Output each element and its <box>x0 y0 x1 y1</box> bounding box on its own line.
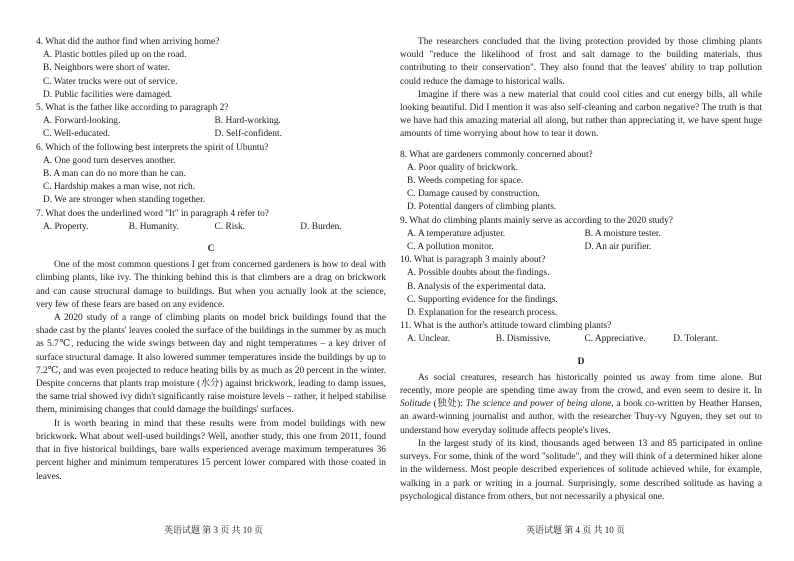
passage-d-paragraph-1 <box>400 372 762 438</box>
question-5-options-row-2 <box>36 128 386 141</box>
book-title-part-1: Solitude <box>400 399 431 410</box>
question-4-option-c: C. Water trucks were out of service. <box>43 76 178 87</box>
question-10-option-a: A. Possible doubts about the findings. <box>407 268 550 279</box>
question-8-stem: 8. What are gardeners commonly concerned about? <box>400 149 593 160</box>
question-5-stem: 5. What is the father like according to paragraph 2? <box>36 103 229 114</box>
section-d-heading: D <box>577 356 585 367</box>
question-10-option-d: D. Explanation for the research process. <box>407 308 558 319</box>
question-11-options <box>400 333 762 346</box>
question-7-option-c: C. Risk. <box>214 221 245 232</box>
question-6-option-d: D. We are stronger when standing together. <box>43 195 206 206</box>
question-6-option-b: B. A man can do no more than he can. <box>43 169 186 180</box>
question-8-option-b: B. Weeds competing for space. <box>407 176 524 187</box>
question-8-option-a: A. Poor quality of brickwork. <box>407 162 518 173</box>
question-4-option-d: D. Public facilities were damaged. <box>43 89 173 100</box>
question-7-option-b: B. Humanity. <box>128 221 179 232</box>
question-9-options-row-2 <box>400 241 762 254</box>
question-9-options-row-1 <box>400 228 762 241</box>
passage-d-p1-middle: (独处): <box>430 399 466 410</box>
question-11-option-c: C. Appreciative. <box>584 334 646 345</box>
question-7-option-d: D. Burden. <box>300 221 342 232</box>
question-11-option-b: B. Dismissive. <box>495 334 551 345</box>
question-10-option-c: C. Supporting evidence for the findings. <box>407 294 558 305</box>
passage-c-paragraph-2: A 2020 study of a range of climbing plants on model brick buildings found that the shade cast by the plants' leaves cooled the surface of the buildings in the summer by as much as 5.7℃, reducing the wide swings between day and night temperatures – a key driver of surface structural damage. It also lowered summer temperatures inside the buildings by up to 7.2℃, and was even projected to reduce heating bills by as much as 20 percent in the winter. Despite concerns that plants trap moisture (水分) against brickwork, leading to damp issues, the same trial showed ivy didn't significantly raise moisture levels – rather, it helped stabilise them, minimising changes that could damage the buildings' surfaces. <box>36 313 386 416</box>
question-9-option-d: D. An air purifier. <box>584 242 652 253</box>
section-c-heading: C <box>207 244 215 255</box>
passage-d-p1-after: , a book co-written by Heather Hansen, an award-winning journalist and author, with the researcher Thuy-vy Nguyen, they set out to understand how everyday solitude affects people's lives. <box>400 399 762 436</box>
question-7-option-a: A. Property. <box>43 221 89 232</box>
left-column <box>36 36 386 484</box>
question-5-option-b: B. Hard-working. <box>214 116 281 127</box>
question-7-options <box>36 221 386 234</box>
passage-c-paragraph-5: Imagine if there was a new material that could cool cities and cut energy bills, all while looking beautiful. Did I mention it was also self-cleaning and carbon negative? The truth is that we have had this amazing material all along, but rather than appreciating it, we have spent huge amounts of time worrying about how to tear it down. <box>400 89 762 140</box>
question-5-option-d: D. Self-confident. <box>214 129 282 140</box>
passage-c-paragraph-3: It is worth bearing in mind that these results were from model buildings with new brickwork. What about well-used buildings? Well, another study, this one from 2011, found that in five historical buildings, bare walls experienced average maximum temperatures 36 percent higher and minimum temperatures 15 percent lower compared with those coated in leaves. <box>36 418 386 482</box>
passage-c-paragraph-4: The researchers concluded that the living protection provided by those climbing plants would "reduce the likelihood of frost and salt damage to the building materials, thus contributing to their conservation". They also found that the leaves' ability to trap pollution could reduce the damage to historical walls. <box>400 37 762 87</box>
passage-d-p1-before: As social creatures, research has historically pointed us away from time alone. But recently, more people are spending time away from the crowd, and even seem to desire it. In <box>400 372 762 397</box>
question-11-option-d: D. Tolerant. <box>673 334 718 345</box>
question-9-stem: 9. What do climbing plants mainly serve as according to the 2020 study? <box>400 215 673 226</box>
book-title-part-2: The science and power of being alone <box>465 399 612 410</box>
question-6-option-a: A. One good turn deserves another. <box>43 155 176 166</box>
question-5-option-a: A. Forward-looking. <box>43 116 121 127</box>
passage-d-paragraph-2: In the largest study of its kind, thousands aged between 13 and 85 participated in online surveys. For some, think of the word "solitude", and they will think of a determined hiker alone in the wilderness. Most people described experiences of solitude achieved while, for example, walking in a park or writing in a journal. Surprisingly, some described solitude as having a psychological distance from others, but not necessarily a physical one. <box>400 438 762 502</box>
right-column <box>400 36 762 504</box>
passage-c-paragraph-1: One of the most common questions I get from concerned gardeners is how to deal with climbing plants, like ivy. The thinking behind this is that climbers are a drag on brickwork and can cause structural damage to buildings. But when you actually look at the science, very few of these fears are based on any evidence. <box>36 260 386 310</box>
question-10-stem: 10. What is paragraph 3 mainly about? <box>400 255 546 266</box>
question-9-option-a: A. A temperature adjuster. <box>407 228 506 239</box>
question-11-stem: 11. What is the author's attitude toward climbing plants? <box>400 321 612 332</box>
question-7-stem: 7. What does the underlined word "It" in paragraph 4 refer to? <box>36 208 269 219</box>
question-6-option-c: C. Hardship makes a man wise, not rich. <box>43 182 196 193</box>
question-6-stem: 6. Which of the following best interprets the spirit of Ubuntu? <box>36 142 269 153</box>
question-4-option-b: B. Neighbors were short of water. <box>43 63 170 74</box>
page-footer-right: 英语试题 第 4 页 共 10 页 <box>526 525 626 535</box>
spacer <box>400 142 762 149</box>
question-11-option-a: A. Unclear. <box>407 334 450 345</box>
question-9-option-b: B. A moisture tester. <box>584 228 661 239</box>
question-8-option-c: C. Damage caused by construction. <box>407 189 540 200</box>
question-5-option-c: C. Well-educated. <box>43 129 111 140</box>
question-9-option-c: C. A pollution monitor. <box>407 242 494 253</box>
question-10-option-b: B. Analysis of the experimental data. <box>407 281 546 292</box>
question-4-option-a: A. Plastic bottles piled up on the road. <box>43 50 187 61</box>
question-8-option-d: D. Potential dangers of climbing plants. <box>407 202 557 213</box>
question-5-options-row-1 <box>36 115 386 128</box>
page-footer-left: 英语试题 第 3 页 共 10 页 <box>164 525 264 535</box>
question-4-stem: 4. What did the author find when arriving home? <box>36 37 220 47</box>
